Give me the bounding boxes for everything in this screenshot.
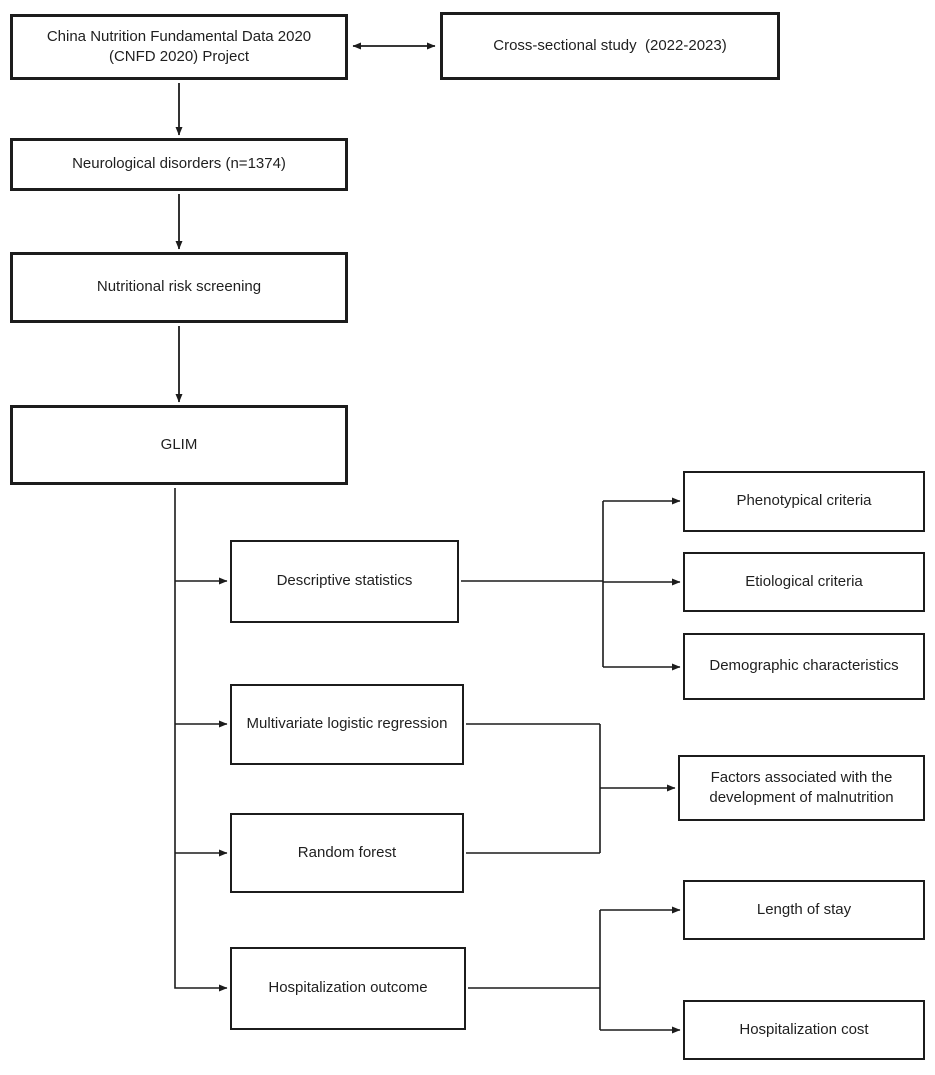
node-hospitalization-cost [683, 1000, 925, 1060]
connector-glim-hospitalization-outcome [175, 488, 227, 988]
node-label: China Nutrition Fundamental Data 2020 (CNFD 2020) Project [46, 27, 312, 65]
node-descriptive-statistics [230, 540, 459, 623]
node-label: Random forest [297, 843, 397, 861]
node-label: Factors associated with the development of malnutrition [709, 768, 894, 806]
node-glim [10, 405, 348, 485]
node-phenotypical-criteria [683, 471, 925, 532]
node-etiological-criteria [683, 552, 925, 612]
connector-outcome-branch [468, 910, 600, 1030]
node-label: Etiological criteria [745, 572, 863, 590]
node-cross-sectional-study [440, 12, 780, 80]
node-label: Hospitalization outcome [268, 979, 428, 997]
node-nutritional-risk-screening [10, 252, 348, 323]
node-label: Hospitalization cost [739, 1020, 869, 1038]
connector-descriptive-branch [461, 501, 603, 667]
node-random-forest [230, 813, 464, 893]
node-label: Descriptive statistics [276, 572, 413, 590]
node-neurological-disorders [10, 138, 348, 191]
connector-models-merge [466, 724, 600, 853]
node-label: Phenotypical criteria [736, 492, 872, 510]
node-hospitalization-outcome [230, 947, 466, 1030]
node-demographic-characteristics [683, 633, 925, 700]
node-label: Cross-sectional study (2022-2023) [493, 36, 727, 54]
node-label: Multivariate logistic regression [246, 715, 448, 733]
node-length-of-stay [683, 880, 925, 940]
node-label: GLIM [160, 435, 198, 453]
node-multivariate-logistic-regression [230, 684, 464, 765]
node-label: Length of stay [756, 900, 852, 918]
node-label: Demographic characteristics [709, 657, 899, 675]
node-cnfd-project [10, 14, 348, 80]
node-factors-malnutrition [678, 755, 925, 821]
node-label: Nutritional risk screening [96, 278, 262, 296]
node-label: Neurological disorders (n=1374) [72, 155, 286, 173]
